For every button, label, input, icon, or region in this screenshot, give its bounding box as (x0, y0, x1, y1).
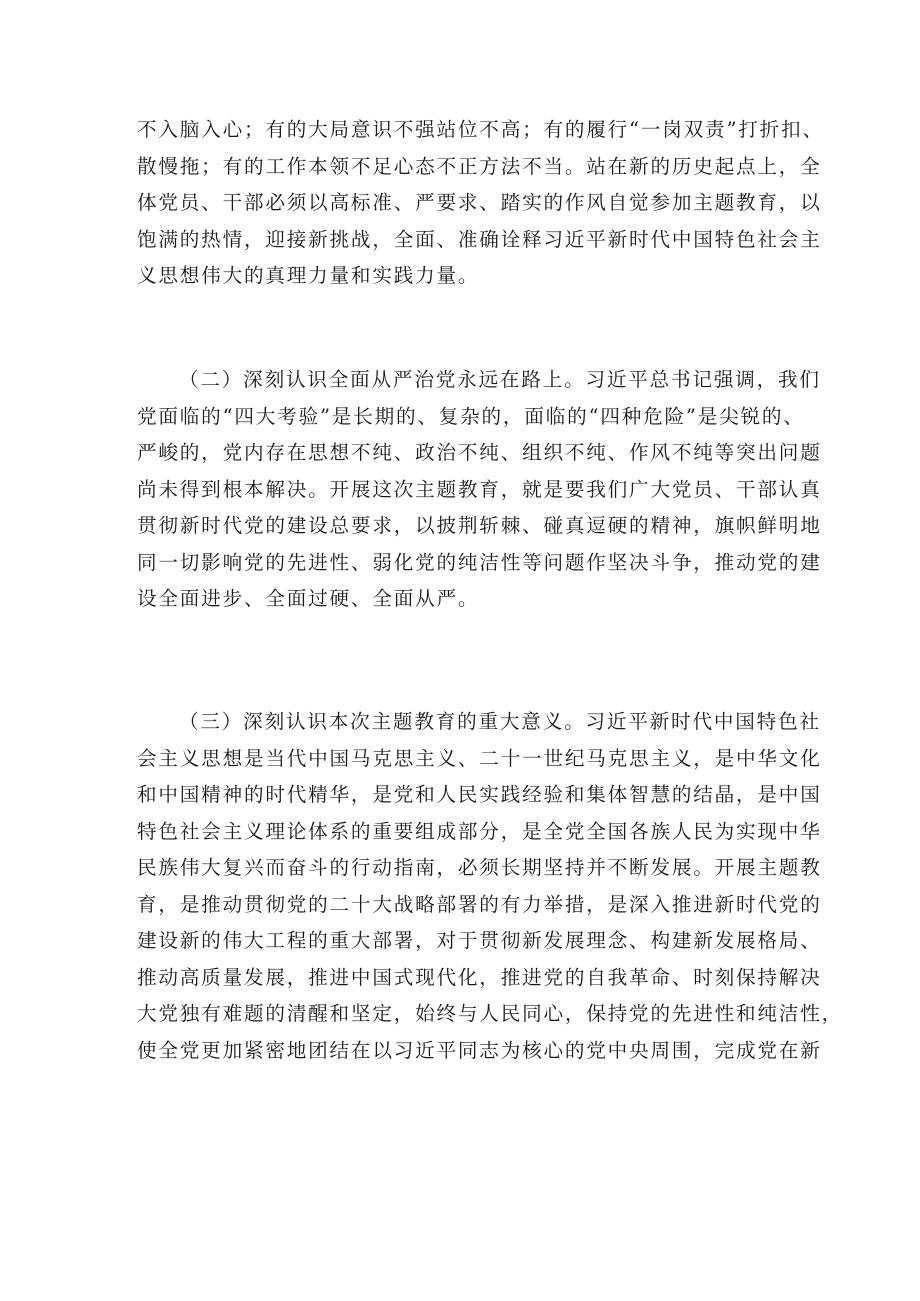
paragraph-line: 会主义思想是当代中国马克思主义、二十一世纪马克思主义，是中华文化 (137, 746, 822, 770)
paragraph-line: 不入脑入心；有的大局意识不强站位不高；有的履行“一岗双责”打折扣、 (137, 118, 824, 141)
paragraph-line: 同一切影响党的先进性、弱化党的纯洁性等问题作坚决斗争，推动党的建 (137, 550, 822, 574)
paragraph-line: 严峻的，党内存在思想不纯、政治不纯、组织不纯、作风不纯等突出问题 (137, 441, 822, 464)
paragraph-line: 和中国精神的时代精华，是党和人民实践经验和集体智慧的结晶，是中国 (137, 783, 822, 806)
paragraph-line: 推动高质量发展，推进中国式现代化，推进党的自我革命、时刻保持解决 (137, 965, 822, 989)
paragraph-line: 民族伟大复兴而奋斗的行动指南，必须长期坚持并不断发展。开展主题教 (137, 856, 822, 879)
paragraph-line: 特色社会主义理论体系的重要组成部分，是全党全国各族人民为实现中华 (137, 819, 822, 843)
paragraph-line: 尚未得到根本解决。开展这次主题教育，就是要我们广大党员、干部认真 (137, 477, 822, 501)
paragraph-3 (137, 704, 843, 1069)
paragraph-line: 饱满的热情，迎接新挑战，全面、准确诠释习近平新时代中国特色社会主 (137, 227, 822, 251)
paragraph-line: 建设新的伟大工程的重大部署，对于贯彻新发展理念、构建新发展格局、 (137, 929, 822, 952)
paragraph-line: 散慢拖；有的工作本领不足心态不正方法不当。站在新的历史起点上，全 (137, 154, 822, 178)
paragraph-line: 设全面进步、全面过硬、全面从严。 (137, 587, 480, 610)
paragraph-line: （三）深刻认识本次主题教育的重大意义。习近平新时代中国特色社 (179, 710, 821, 733)
paragraph-line: 使全党更加紧密地团结在以习近平同志为核心的党中央周围，完成党在新 (137, 1038, 822, 1062)
paragraph-line: 育，是推动贯彻党的二十大战略部署的有力举措，是深入推进新时代党的 (137, 892, 822, 916)
paragraph-line: 义思想伟大的真理力量和实践力量。 (137, 264, 480, 287)
paragraph-line: （二）深刻认识全面从严治党永远在路上。习近平总书记强调，我们 (179, 368, 821, 391)
paragraph-1 (137, 112, 824, 295)
paragraph-line: 大党独有难题的清醒和坚定，始终与人民同心，保持党的先进性和纯洁性， (137, 1002, 843, 1025)
paragraph-2 (137, 362, 822, 618)
paragraph-line: 体党员、干部必须以高标准、严要求、踏实的作风自觉参加主题教育，以 (137, 191, 822, 214)
paragraph-line: 党面临的“四大考验”是长期的、复杂的，面临的“四种危险”是尖锐的、 (137, 404, 805, 428)
paragraph-line: 贯彻新时代党的建设总要求，以披荆斩棘、碰真逗硬的精神，旗帜鲜明地 (137, 514, 822, 537)
